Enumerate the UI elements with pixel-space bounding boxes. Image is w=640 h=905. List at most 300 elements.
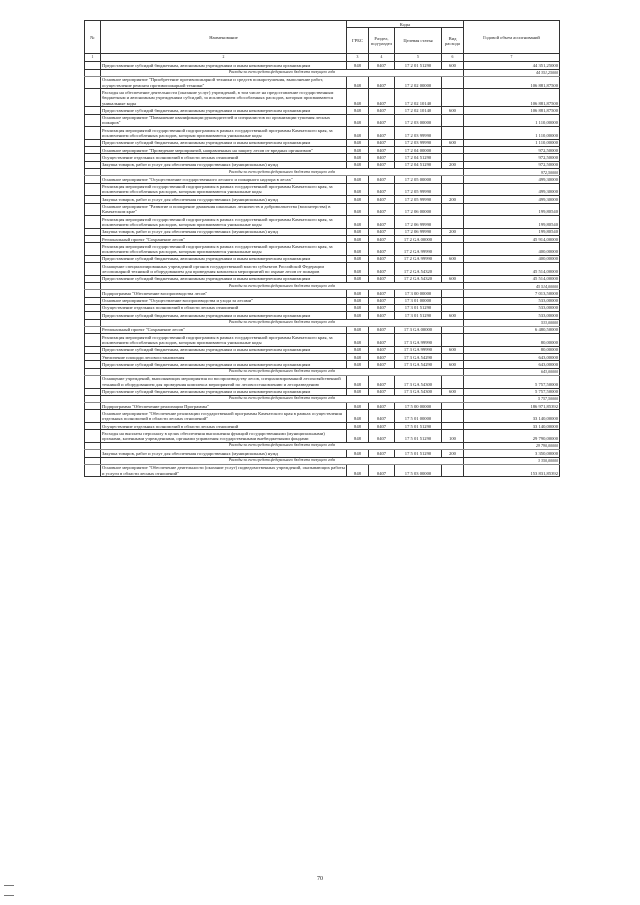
row-sum: 643,00000 [464,354,560,361]
row-razdel: 0407 [369,255,395,262]
row-sum: 199,80540 [464,216,560,229]
federal-budget-row [85,69,560,76]
row-razdel: 0407 [369,275,395,282]
row-grbs: 848 [347,255,369,262]
row-sum: 6 480,50000 [464,326,560,333]
row-csr: 17 2 04 51290 [395,161,442,168]
header-vr: Вид расхода [442,28,464,54]
header-index-row [85,54,560,62]
table-row [85,326,560,333]
row-grbs: 848 [347,464,369,477]
row-vr [442,89,464,107]
table-row [85,161,560,168]
row-num-cell [85,275,101,282]
row-csr: 17 5 00 00000 [395,403,442,410]
row-sum: 33 140,00000 [464,410,560,423]
row-csr: 17 2 01 51290 [395,62,442,69]
row-grbs: 848 [347,107,369,114]
row-grbs: 848 [347,450,369,457]
row-name: Предоставление субсидий бюджетным, автономным учреждениям и иным некоммерческим организациям [101,107,347,114]
row-num-cell [85,368,101,375]
row-name: Подпрограмма "Обеспечение воспроизводства лесов" [101,290,347,297]
row-name: Расходы на обеспечение деятельности (оказание услуг) учреждений, в том числе на предоставление государственным бюджетным и автономным учреждениям субсидий, за исключением обособленных расходов, которым присваиваются уникальные коды [101,89,347,107]
row-csr: 17 2 03 00000 [395,114,442,127]
header-index: 2 [101,54,347,62]
edge-mark [4,895,14,896]
row-vr [442,243,464,256]
federal-budget-label: Расходы за счет средств федерального бюджета текущего года [101,69,464,76]
table-row [85,290,560,297]
row-grbs: 848 [347,423,369,430]
table-row [85,196,560,203]
row-grbs: 848 [347,216,369,229]
row-sum: 45 514,00000 [464,275,560,282]
row-name: Основное мероприятие "Развитие и поощрение движения школьных лесничеств и добровольчества (волонтерства) в Камчатском крае" [101,203,347,216]
row-num-cell [85,450,101,457]
table-row [85,361,560,368]
row-vr: 600 [442,361,464,368]
row-csr: 17 5 01 51290 [395,423,442,430]
row-razdel: 0407 [369,139,395,146]
row-vr: 600 [442,275,464,282]
row-vr: 200 [442,228,464,235]
row-grbs: 848 [347,275,369,282]
row-sum: 199,80540 [464,203,560,216]
row-name: Региональный проект "Сохранение лесов" [101,326,347,333]
row-name: Закупка товаров, работ и услуг для обеспечения государственных (муниципальных) нужд [101,196,347,203]
row-csr: 17 3 01 51290 [395,304,442,311]
table-row [85,334,560,347]
row-csr: 17 2 03 99990 [395,127,442,140]
row-vr [442,263,464,276]
table-row [85,450,560,457]
row-csr: 17 2 GA 99990 [395,255,442,262]
row-grbs: 848 [347,62,369,69]
row-grbs: 848 [347,243,369,256]
row-vr: 100 [442,430,464,443]
row-razdel: 0407 [369,89,395,107]
row-sum: 533,00000 [464,297,560,304]
row-sum: 106 881,87500 [464,89,560,107]
row-sum: 29 790,00000 [464,430,560,443]
row-name: Реализация мероприятий государственной подпрограммы в рамках государственной программы Камчатского края, за исключением обособленных расходов, которым присваиваются уникальные коды [101,243,347,256]
row-num-cell [85,334,101,347]
row-grbs: 848 [347,346,369,353]
row-num-cell [85,154,101,161]
row-razdel: 0407 [369,154,395,161]
row-grbs: 848 [347,139,369,146]
row-grbs: 848 [347,403,369,410]
row-sum: 5 757,50000 [464,388,560,395]
row-num-cell [85,388,101,395]
table-row [85,464,560,477]
header-name: Наименование [101,21,347,54]
header-sum: Годовой объем ассигнований [464,21,560,54]
header-index: 1 [85,54,101,62]
row-num-cell [85,395,101,402]
row-vr [442,114,464,127]
budget-sheet [84,20,559,477]
row-grbs: 848 [347,76,369,89]
row-name: Реализация мероприятий государственной подпрограммы в рамках государственной программы Камчатского края, за исключением обособленных расходов, которым присваиваются уникальные коды [101,127,347,140]
table-row [85,89,560,107]
row-grbs: 848 [347,361,369,368]
row-razdel: 0407 [369,228,395,235]
header-index: 4 [369,54,395,62]
row-sum: 972,50000 [464,147,560,154]
table-row [85,107,560,114]
row-num-cell [85,304,101,311]
row-vr: 200 [442,450,464,457]
row-vr: 600 [442,62,464,69]
row-num-cell [85,203,101,216]
row-grbs: 848 [347,263,369,276]
federal-budget-sum: 533,00000 [464,319,560,326]
table-row [85,216,560,229]
row-num-cell [85,216,101,229]
row-razdel: 0407 [369,114,395,127]
federal-budget-row [85,169,560,176]
row-name: Реализация мероприятий государственной подпрограммы в рамках государственной программы Камчатского края, за исключением обособленных расходов, которым присваиваются уникальные коды [101,183,347,196]
row-sum: 5 757,50000 [464,375,560,388]
row-vr [442,326,464,333]
row-vr [442,176,464,183]
row-csr: 17 2 06 99990 [395,228,442,235]
federal-budget-label: Расходы за счет средств федерального бюджета текущего года [101,169,464,176]
row-csr: 17 3 01 51290 [395,312,442,319]
row-name: Предоставление субсидий бюджетным, автономным учреждениям и иным некоммерческим организациям [101,139,347,146]
federal-budget-row [85,457,560,464]
header-index: 5 [395,54,442,62]
row-vr: 200 [442,161,464,168]
row-razdel: 0407 [369,430,395,443]
row-name: Предоставление субсидий бюджетным, автономным учреждениям и иным некоммерческим организациям [101,346,347,353]
row-name: Предоставление субсидий бюджетным, автономным учреждениям и иным некоммерческим организациям [101,361,347,368]
row-num-cell [85,263,101,276]
row-vr [442,297,464,304]
table-row [85,76,560,89]
row-razdel: 0407 [369,62,395,69]
row-vr: 600 [442,107,464,114]
row-grbs: 848 [347,161,369,168]
federal-budget-sum: 44 351,25000 [464,69,560,76]
row-sum: 499,30000 [464,176,560,183]
row-razdel: 0407 [369,297,395,304]
row-sum: 106 881,87500 [464,76,560,89]
row-num-cell [85,354,101,361]
row-num-cell [85,290,101,297]
row-razdel: 0407 [369,361,395,368]
budget-table [84,20,560,477]
table-row [85,346,560,353]
row-vr [442,147,464,154]
row-sum: 33 140,00000 [464,423,560,430]
row-razdel: 0407 [369,354,395,361]
row-csr: 17 2 GA 99990 [395,243,442,256]
federal-budget-sum: 3 350,00000 [464,457,560,464]
row-razdel: 0407 [369,263,395,276]
row-grbs: 848 [347,176,369,183]
federal-budget-row [85,319,560,326]
row-vr: 200 [442,196,464,203]
row-csr: 17 2 05 99990 [395,196,442,203]
row-num-cell [85,89,101,107]
row-csr: 17 2 03 99990 [395,139,442,146]
row-sum: 3 350,00000 [464,450,560,457]
row-vr: 600 [442,388,464,395]
row-csr: 17 3 GA 99990 [395,334,442,347]
row-num-cell [85,464,101,477]
row-num-cell [85,76,101,89]
row-num-cell [85,255,101,262]
row-vr [442,127,464,140]
row-vr: 600 [442,139,464,146]
row-grbs: 848 [347,114,369,127]
row-csr: 17 2 02 10140 [395,89,442,107]
row-grbs: 848 [347,304,369,311]
row-razdel: 0407 [369,147,395,154]
federal-budget-label: Расходы за счет средств федерального бюджета текущего года [101,395,464,402]
row-csr: 17 2 05 00000 [395,176,442,183]
row-grbs: 848 [347,410,369,423]
row-csr: 17 3 GA 54290 [395,354,442,361]
row-grbs: 848 [347,430,369,443]
header-index: 3 [347,54,369,62]
row-name: Предоставление субсидий бюджетным, автономным учреждениям и иным некоммерческим организациям [101,62,347,69]
row-razdel: 0407 [369,312,395,319]
row-num-cell [85,297,101,304]
row-sum: 1 110,00000 [464,127,560,140]
row-name: Основное мероприятие "Осуществление воспроизводства и ухода за лесами" [101,297,347,304]
row-grbs: 848 [347,183,369,196]
header-index: 6 [442,54,464,62]
row-razdel: 0407 [369,196,395,203]
row-razdel: 0407 [369,161,395,168]
row-vr [442,354,464,361]
row-razdel: 0407 [369,410,395,423]
row-name: Реализация мероприятий государственной подпрограммы в рамках государственной программы Камчатского края, за исключением обособленных расходов, которым присваиваются уникальные коды [101,334,347,347]
header-csr: Целевая статья [395,28,442,54]
row-name: Основное мероприятие "Обеспечение реализации государственной программы Камчатского края в рамках осуществления отдельных полномочий в области лесных отношений" [101,410,347,423]
row-sum: 1 110,00000 [464,114,560,127]
row-vr [442,423,464,430]
row-sum: 400,00000 [464,255,560,262]
row-csr: 17 3 00 00000 [395,290,442,297]
row-sum: 499,30000 [464,196,560,203]
row-razdel: 0407 [369,107,395,114]
row-vr [442,203,464,216]
row-razdel: 0407 [369,334,395,347]
row-name: Оснащение учреждений, выполняющих мероприятия по воспроизводству лесов, специализированной лесохозяйственной техникой и оборудованием для проведения комплекса мероприятий по лесовосстановлению и лесоразведению [101,375,347,388]
row-csr: 17 5 01 51290 [395,450,442,457]
row-grbs: 848 [347,228,369,235]
row-grbs: 848 [347,154,369,161]
row-num-cell [85,423,101,430]
table-row [85,375,560,388]
row-razdel: 0407 [369,243,395,256]
header-grbs: ГРБС [347,28,369,54]
row-num-cell [85,169,101,176]
row-csr: 17 2 04 00000 [395,147,442,154]
federal-budget-label: Расходы за счет средств федерального бюджета текущего года [101,283,464,290]
row-name: Подпрограмма "Обеспечение реализации Программы" [101,403,347,410]
federal-budget-row [85,442,560,449]
row-csr: 17 3 GA 99990 [395,346,442,353]
row-name: Закупка товаров, работ и услуг для обеспечения государственных (муниципальных) нужд [101,228,347,235]
row-name: Предоставление субсидий бюджетным, автономным учреждениям и иным некоммерческим организациям [101,312,347,319]
row-razdel: 0407 [369,403,395,410]
row-grbs: 848 [347,196,369,203]
row-sum: 106 881,87500 [464,107,560,114]
table-row [85,154,560,161]
row-sum: 643,00000 [464,361,560,368]
row-grbs: 848 [347,334,369,347]
row-vr [442,464,464,477]
row-vr [442,410,464,423]
row-csr: 17 2 GA 00000 [395,236,442,243]
row-vr: 600 [442,255,464,262]
table-row [85,263,560,276]
row-num-cell [85,161,101,168]
federal-budget-label: Расходы за счет средств федерального бюджета текущего года [101,368,464,375]
row-vr [442,183,464,196]
row-csr: 17 5 01 51290 [395,430,442,443]
row-sum: 972,50000 [464,154,560,161]
table-row [85,62,560,69]
row-grbs: 848 [347,312,369,319]
row-grbs: 848 [347,89,369,107]
row-num-cell [85,176,101,183]
row-razdel: 0407 [369,176,395,183]
row-sum: 972,50000 [464,161,560,168]
row-num-cell [85,243,101,256]
row-num-cell [85,375,101,388]
row-sum: 533,00000 [464,312,560,319]
row-num-cell [85,196,101,203]
row-sum: 533,00000 [464,304,560,311]
federal-budget-sum: 643,00000 [464,368,560,375]
row-num-cell [85,236,101,243]
row-num-cell [85,183,101,196]
row-num-cell [85,127,101,140]
row-vr [442,290,464,297]
row-name: Осуществление отдельных полномочий в области лесных отношений [101,154,347,161]
row-num-cell [85,442,101,449]
row-name: Реализация мероприятий государственной подпрограммы в рамках государственной программы Камчатского края, за исключением обособленных расходов, которым присваиваются уникальные коды [101,216,347,229]
row-num-cell [85,107,101,114]
row-csr: 17 2 02 10140 [395,107,442,114]
row-razdel: 0407 [369,346,395,353]
row-name: Увеличение площади лесовосстановления [101,354,347,361]
row-csr: 17 3 GA 54300 [395,388,442,395]
row-num-cell [85,147,101,154]
row-name: Основное мероприятие "Повышение квалификации руководителей и специалистов по организации тушения лесных пожаров" [101,114,347,127]
row-vr: 600 [442,346,464,353]
row-vr [442,403,464,410]
row-sum: 44 351,25000 [464,62,560,69]
row-sum: 7 013,50000 [464,290,560,297]
table-row [85,354,560,361]
row-name: Расходы на выплаты персоналу в целях обеспечения выполнения функций государственными (муниципальными) органами, казенными учреждениями, органами управления государственными внебюджетными фондами [101,430,347,443]
table-row [85,403,560,410]
table-row [85,312,560,319]
federal-budget-sum: 29 790,00000 [464,442,560,449]
row-sum: 45 914,00000 [464,236,560,243]
row-num-cell [85,283,101,290]
row-name: Предоставление субсидий бюджетным, автономным учреждениям и иным некоммерческим организациям [101,388,347,395]
row-csr: 17 2 GA 54320 [395,263,442,276]
row-razdel: 0407 [369,127,395,140]
table-row [85,147,560,154]
row-vr [442,76,464,89]
row-csr: 17 3 01 00000 [395,297,442,304]
table-row [85,255,560,262]
row-num-cell [85,403,101,410]
row-vr [442,236,464,243]
row-sum: 400,00000 [464,243,560,256]
row-name: Предоставление субсидий бюджетным, автономным учреждениям и иным некоммерческим организациям [101,275,347,282]
row-num-cell [85,228,101,235]
row-grbs: 848 [347,297,369,304]
row-name: Закупка товаров, работ и услуг для обеспечения государственных (муниципальных) нужд [101,161,347,168]
row-vr [442,216,464,229]
row-csr: 17 2 GA 54320 [395,275,442,282]
row-grbs: 848 [347,290,369,297]
row-razdel: 0407 [369,216,395,229]
row-razdel: 0407 [369,375,395,388]
row-csr: 17 3 GA 54300 [395,375,442,388]
row-vr: 600 [442,312,464,319]
row-name: Основное мероприятие "Проведение мероприятий, направленных на защиту лесов от вредных организмов" [101,147,347,154]
row-name: Основное мероприятие "Приобретение противопожарной техники и средств пожаротушения, выполнение работ, осуществление ремонта противопожарной техники" [101,76,347,89]
row-grbs: 848 [347,147,369,154]
row-grbs: 848 [347,127,369,140]
page-number: 70 [317,876,323,882]
row-grbs: 848 [347,203,369,216]
row-razdel: 0407 [369,183,395,196]
row-razdel: 0407 [369,203,395,216]
row-name: Основное мероприятие "Обеспечение деятельности (оказание услуг) подведомственных учреждений, оказывающих работы и услуги в области лесных отношений" [102,465,346,476]
table-row [85,304,560,311]
federal-budget-sum: 45 514,00000 [464,283,560,290]
row-grbs: 848 [347,388,369,395]
row-vr [442,304,464,311]
table-row [85,430,560,443]
row-razdel: 0407 [369,236,395,243]
row-name: Закупка товаров, работ и услуг для обеспечения государственных (муниципальных) нужд [101,450,347,457]
federal-budget-label: Расходы за счет средств федерального бюджета текущего года [101,442,464,449]
row-csr: 17 2 06 00000 [395,203,442,216]
row-csr: 17 3 GA 00000 [395,326,442,333]
row-sum: 80,00000 [464,346,560,353]
row-grbs: 848 [347,375,369,388]
row-grbs: 848 [347,354,369,361]
row-name: Предоставление субсидий бюджетным, автономным учреждениям и иным некоммерческим организациям [101,255,347,262]
row-csr: 17 5 01 00000 [395,410,442,423]
row-razdel: 0407 [369,326,395,333]
row-vr [442,334,464,347]
table-row [85,176,560,183]
federal-budget-sum: 972,50000 [464,169,560,176]
row-razdel: 0407 [369,423,395,430]
row-sum: 1 110,00000 [464,139,560,146]
row-csr: 17 2 04 51290 [395,154,442,161]
row-sum: 45 514,00000 [464,263,560,276]
federal-budget-row [85,368,560,375]
header-num: № [85,21,101,54]
row-vr [442,375,464,388]
table-row [85,203,560,216]
